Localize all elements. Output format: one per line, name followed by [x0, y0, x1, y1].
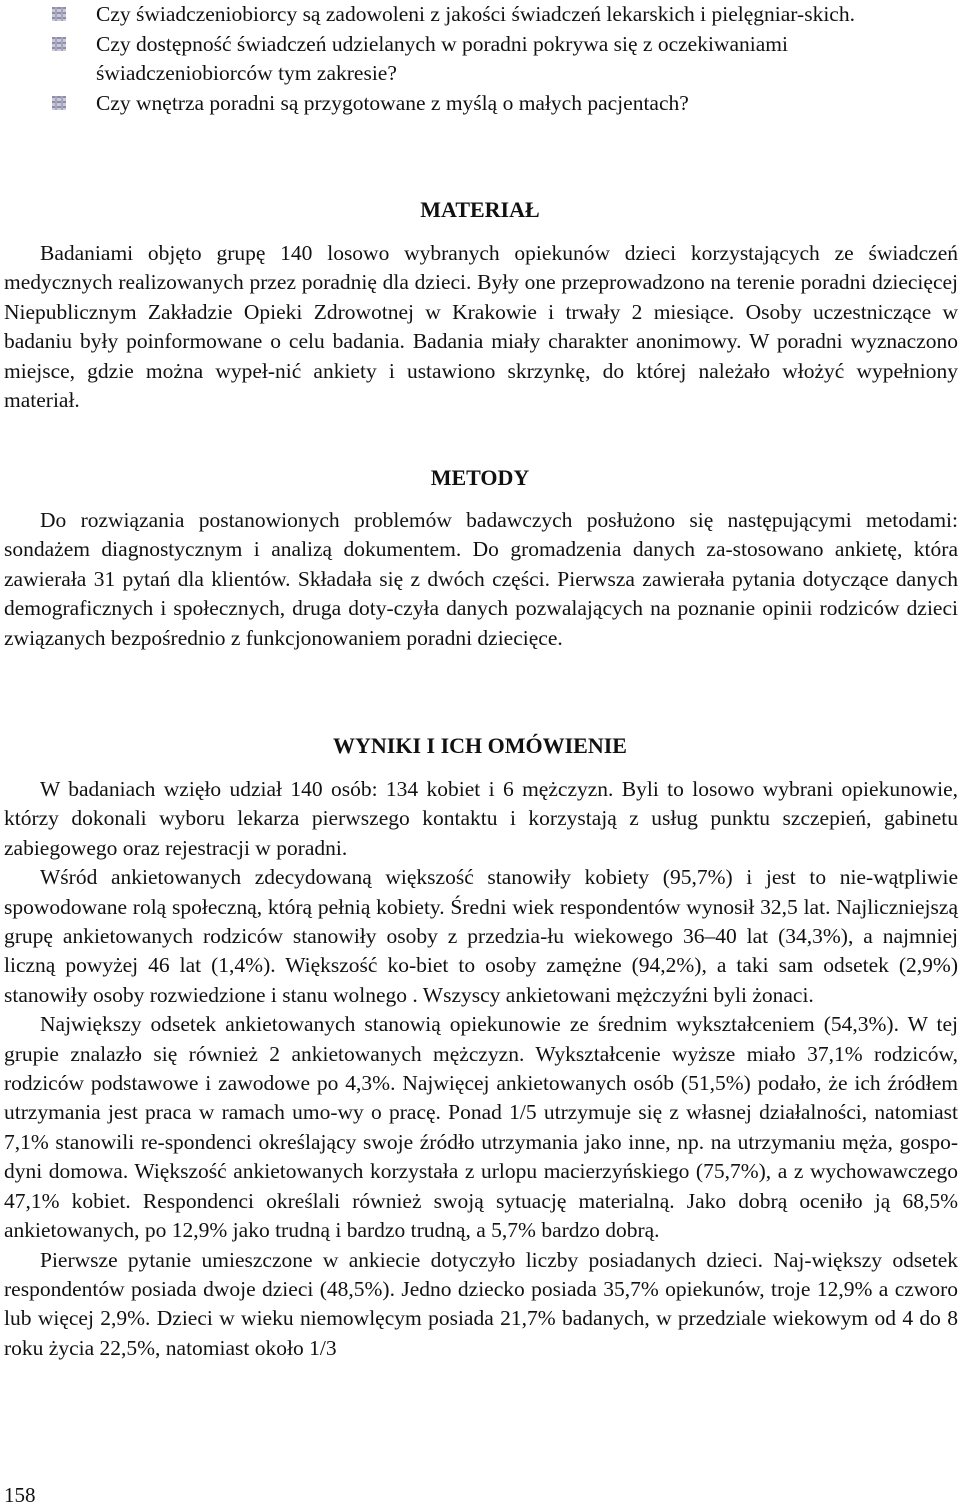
list-item	[0, 30, 960, 89]
list-item-text: Czy wnętrza poradni są przygotowane z myślą o małych pacjentach?	[96, 90, 689, 115]
section-results-body	[0, 775, 960, 1363]
paragraph: Największy odsetek ankietowanych stanowią opiekunowie ze średnim wykształceniem (54,3%). W tej grupie znalazło się również 2 ankietowanych mężczyzn. Wykształcenie wyższe miało 37,1% rodziców, rodziców podstawowe i zawodowe po 4,3%. Najwięcej ankietowanych osób (51,5%) podało, że ich źródłem utrzymania jest praca w ramach umo-wy o pracę. Ponad 1/5 utrzymuje się z własnej działalności, natomiast 7,1% stanowili re-spondenci określający swoje źródło utrzymania jako inne, np. na utrzymaniu męża, gospo-dyni domowa. Większość ankietowanych korzystała z urlopu macierzyńskiego (75,7%), a z wychowawczego 47,1% kobiet. Respondenci określali również swoją sytuację materialną. Jako dobrą oceniło ją 68,5% ankietowanych, po 12,9% jako trudną i bardzo trudną, a 5,7% bardzo dobrą.	[4, 1012, 958, 1243]
page-number: 158	[4, 1483, 36, 1507]
paragraph: W badaniach wzięło udział 140 osób: 134 kobiet i 6 mężczyzn. Byli to losowo wybrani opiekunowie, którzy dokonali wyboru lekarza pierwszego kontaktu i korzystają z usług punktu szczepień, gabinetu zabiegowego oraz rejestracji w poradni.	[4, 777, 958, 860]
section-material-body	[0, 239, 960, 415]
research-questions-list	[0, 0, 960, 118]
list-bullet-icon	[51, 36, 67, 52]
paragraph: Badaniami objęto grupę 140 losowo wybranych opiekunów dzieci korzystających ze świadczeń medycznych realizowanych przez poradnię dla dzieci. Były one przeprowadzono na terenie poradni dziecięcej Niepublicznym Zakładzie Opieki Zdrowotnej w Krakowie i trwały 2 miesiące. Osoby uczestniczące w badaniu były poinformowane o celu badania. Badania miały charakter anonimowy. W poradni wyznaczono miejsce, gdzie można wypeł-nić ankiety i ustawiono skrzynkę, do której należało włożyć wypełniony materiał.	[4, 241, 958, 413]
list-item	[0, 89, 960, 119]
list-bullet-icon	[51, 6, 67, 22]
section-heading-material: MATERIAŁ	[420, 197, 540, 222]
paragraph: Wśród ankietowanych zdecydowaną większość stanowiły kobiety (95,7%) i jest to nie-wątpliwie spowodowane rolą społeczną, którą pełnią kobiety. Średni wiek respondentów wynosił 32,5 lat. Najliczniejszą grupę ankietowanych rodziców stanowiły osoby z przedzia-łu wiekowego 36–40 lat (34,3%), a najmniej liczną powyżej 46 lat (1,4%). Większość ko-biet to osoby zamężne (94,2%), a taki sam odsetek (2,9%) stanowiły osoby rozwiedzione i stanu wolnego . Wszyscy ankietowani mężczyźni byli żonaci.	[4, 865, 958, 1007]
section-methods-body	[0, 506, 960, 653]
paragraph: Do rozwiązania postanowionych problemów badawczych posłużono się następującymi metodami: sondażem diagnostycznym i analizą dokumentem. Do gromadzenia danych za-stosowano ankietę, która zawierała 31 pytań dla klientów. Składała się z dwóch części. Pierwsza zawierała pytania dotyczące danych demograficznych i społecznych, druga doty-czyła danych pozwalających na poznanie opinii rodziców dzieci związanych bezpośrednio z funkcjonowaniem poradni dziecięce.	[4, 508, 958, 650]
list-item	[0, 0, 960, 30]
paragraph: Pierwsze pytanie umieszczone w ankiecie dotyczyło liczby posiadanych dzieci. Naj-większy odsetek respondentów posiada dwoje dzieci (48,5%). Jedno dziecko posiada 35,7% opiekunów, troje 12,9% a czworo lub więcej 2,9%. Dzieci w wieku niemowlęcym posiada 21,7% badanych, w przedziale wiekowym od 4 do 8 roku życia 22,5%, natomiast około 1/3	[4, 1247, 958, 1360]
list-item-text: Czy świadczeniobiorcy są zadowoleni z jakości świadczeń lekarskich i pielęgniar-skich.	[96, 2, 855, 26]
section-heading-results: WYNIKI I ICH OMÓWIENIE	[333, 733, 627, 758]
section-heading-methods: METODY	[430, 465, 530, 490]
list-item-text: Czy dostępność świadczeń udzielanych w poradni pokrywa się z oczekiwaniami świadczeniobiorców tym zakresie?	[96, 31, 788, 85]
list-bullet-icon	[51, 95, 67, 111]
